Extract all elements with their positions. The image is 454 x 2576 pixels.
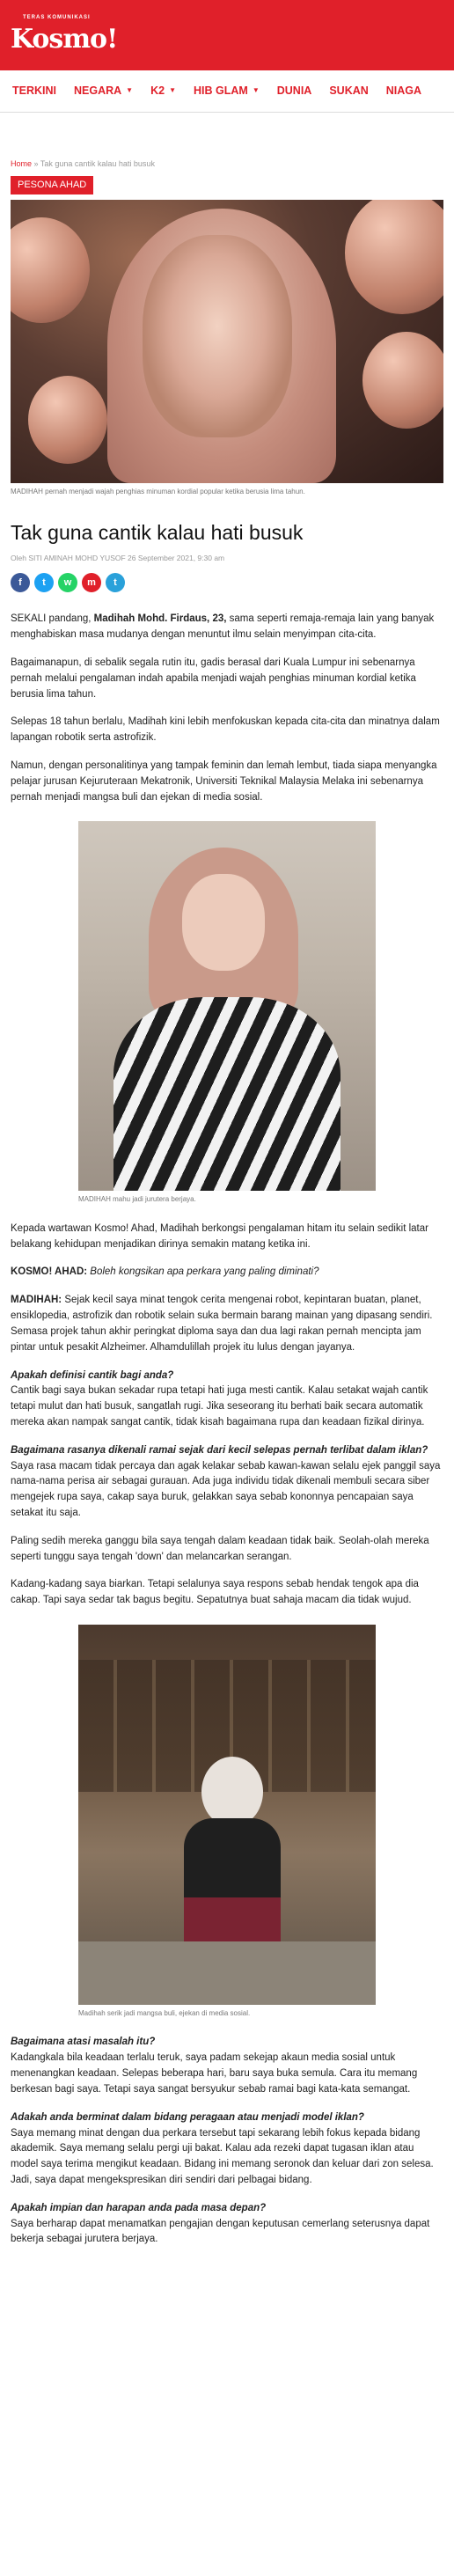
balloon-shape [11,217,90,323]
nav-item-k2[interactable]: K2 ▼ [150,84,176,97]
site-tagline: TERAS KOMUNIKASI [23,15,91,20]
share-bar [11,573,443,592]
email-icon[interactable]: m [82,573,101,592]
article [0,158,454,2248]
paragraph: MADIHAH: Sejak kecil saya minat tengok cerita mengenai robot, kepintaran buatan, planet, ensiklopedia, astrofizik dan robotik selain suka bermain barang mainan yang dipasang sendiri. Semasa projek tahun akhir peringkat diploma saya dan dua lagi rakan pernah mencipta jam pintar untuk pesakit Alzheimer. Alhamdulillah projek itu lulus dengan jayanya. [11,1295,433,1353]
hero-caption: MADIHAH pernah menjadi wajah penghias minuman kordial popular ketika berusia lima tahun. [11,487,305,495]
nav-item-dunia[interactable]: DUNIA [276,84,312,97]
article-image [78,1625,376,2005]
paragraph: Cantik bagi saya bukan sekadar rupa tetapi hati juga mesti cantik. Kalau setakat wajah cantik tetapi mulut dan hati busuk, sangatlah rugi. Jika seseorang itu berhati baik secara automatik mereka akan nampak sangat cantik, tidak kisah bagaimana rupa dan keadaan fizikal dirinya. [11,1385,428,1427]
twitter-icon[interactable]: t [34,573,54,592]
nav-item-hib-glam[interactable]: HIB GLAM ▼ [194,84,260,97]
site-logo[interactable]: Kosmo! [11,24,118,55]
balloon-shape [345,200,443,314]
paragraph: KOSMO! AHAD: Boleh kongsikan apa perkara yang paling diminati? [11,1266,319,1278]
breadcrumb-home[interactable]: Home [11,159,33,168]
figure [78,1625,376,2019]
image-caption: Madihah serik jadi mangsa buli, ejekan di media sosial. [78,2009,251,2018]
hero-image [11,200,443,483]
nav-item-negara[interactable]: NEGARA ▼ [74,84,134,97]
nav-item-terkini[interactable]: TERKINI [12,84,56,97]
breadcrumb-current: Tak guna cantik kalau hati busuk [40,159,155,168]
question: Apakah definisi cantik bagi anda? [11,1369,174,1381]
balloon-shape [362,332,443,429]
chevron-down-icon: ▼ [126,86,134,95]
paragraph: Kadang-kadang saya biarkan. Tetapi selalunya saya respons sebab hendak tengok apa dia cakap. Tapi saya sedar tak bagus begitu. Sepatutnya buat sahaja macam dia tidak wujud. [11,1579,419,1606]
nav-item-sukan[interactable]: SUKAN [329,84,369,97]
byline: Oleh SITI AMINAH MOHD YUSOF 26 September 2021, 9:30 am [11,554,225,563]
breadcrumb: Home » Tak guna cantik kalau hati busuk [11,159,155,168]
balloon-shape [28,376,107,464]
site-header [0,0,454,70]
paragraph: Bagaimanapun, di sebalik segala rutin itu, gadis berasal dari Kuala Lumpur ini sebenarnya pernah melalui pengalaman indah apabila menjadi wajah penghias minuman kordial ketika berusia lima tahun. [11,657,416,700]
image-caption: MADIHAH mahu jadi jurutera berjaya. [78,1195,196,1204]
paragraph: SEKALI pandang, Madihah Mohd. Firdaus, 23, sama seperti remaja-remaja lain yang banyak menghabiskan masa mudanya dengan menuntut ilmu selain menyimpan cita-cita. [11,613,435,641]
paragraph: Kepada wartawan Kosmo! Ahad, Madihah berkongsi pengalaman hitam itu selain sedikit latar belakang kehidupan menjadikan dirinya semakin matang ketika ini. [11,1222,428,1250]
whatsapp-icon[interactable]: w [58,573,77,592]
question: Bagaimana rasanya dikenali ramai sejak dari kecil selepas pernah terlibat dalam iklan? [11,1444,428,1456]
paragraph: Paling sedih mereka ganggu bila saya tengah dalam keadaan tidak baik. Seolah-olah mereka seperti tunggu saya tengah 'down' dan melancarkan serangan. [11,1535,429,1562]
article-image [78,821,376,1191]
figure [78,821,376,1205]
article-title: Tak guna cantik kalau hati busuk [11,521,304,545]
main-nav [0,70,454,113]
chevron-down-icon: ▼ [169,86,176,95]
portrait-face-shape [143,235,292,437]
chevron-down-icon: ▼ [252,86,260,95]
telegram-icon[interactable]: t [106,573,125,592]
question: Apakah impian dan harapan anda pada masa depan? [11,2202,267,2213]
question: Bagaimana atasi masalah itu? [11,2037,156,2048]
paragraph: Saya memang minat dengan dua perkara tersebut tapi sekarang lebih fokus kepada bidang akademik. Saya memang selalu pergi uji bakat. Kalau ada rezeki dapat tugasan iklan atau model saya terima mengikut keadaan. Bidang ini memang seronok dan keluar dari zon selesa. Jadi, saya dapat mengekspresikan diri sendiri dari pelbagai bidang. [11,2127,434,2185]
facebook-icon[interactable]: f [11,573,30,592]
paragraph: Saya berharap dapat menamatkan pengajian dengan keputusan cemerlang seterusnya dapat bekerja sebagai jurutera berjaya. [11,2218,430,2245]
category-badge[interactable]: PESONA AHAD [11,176,93,194]
paragraph: Kadangkala bila keadaan terlalu teruk, saya padam sekejap akaun media sosial untuk menenangkan keadaan. Selepas beberapa hari, baru saya buka semula. Cara itu memang berkesan bagi saya. Tetapi saya sangat bersyukur sebab ramai bagi kata-kata semangat. [11,2052,418,2095]
question: Adakah anda berminat dalam bidang peragaan atau menjadi model iklan? [11,2111,364,2123]
paragraph: Selepas 18 tahun berlalu, Madihah kini lebih menfokuskan kepada cita-cita dan minatnya dalam lapangan robotik serta astrofizik. [11,716,440,744]
nav-item-niaga[interactable]: NIAGA [385,84,422,97]
paragraph: Namun, dengan personalitinya yang tampak feminin dan lemah lembut, tiada siapa menyangka pelajar jurusan Kejuruteraan Mekatronik, Universiti Teknikal Malaysia Melaka ini sebenarnya pernah menjadi mangsa buli dan ejekan di media sosial. [11,760,437,803]
paragraph: Saya rasa macam tidak percaya dan agak kelakar sebab kawan-kawan selalu ejek panggil saya nama-nama perisa air sebagai gurauan. Ada juga individu tidak dikenali membuli secara siber mengejek rupa saya, cakap saya buruk, gelakkan saya sebab kononnya pencapaian saya setakat itu saja. [11,1460,441,1518]
